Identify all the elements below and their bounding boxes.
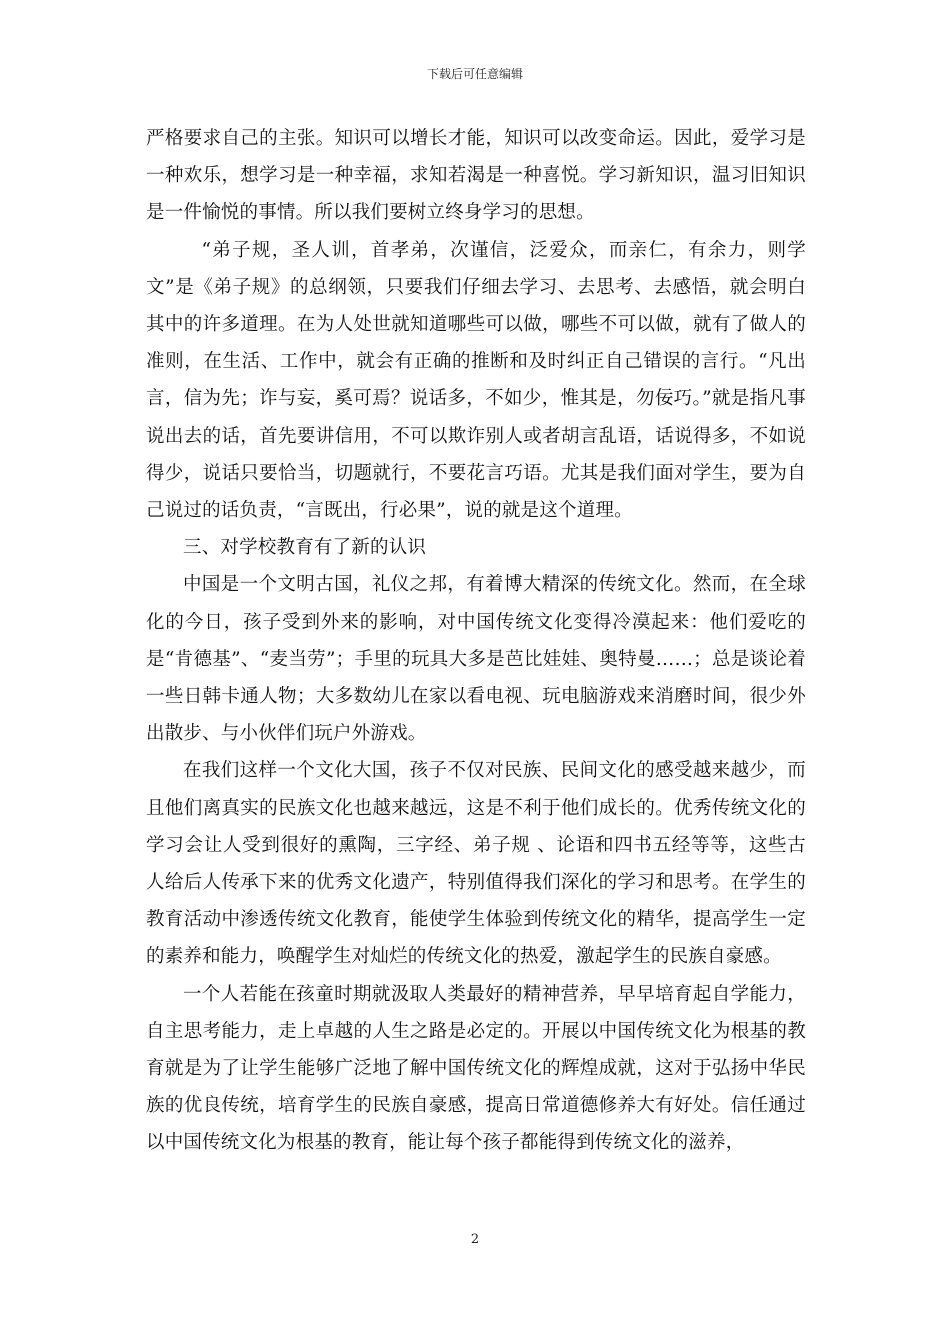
paragraph-5: 一个人若能在孩童时期就汲取人类最好的精神营养，早早培育起自学能力，自主思考能力，走上卓越的人生之路是必定的。开展以中国传统文化为根基的教育就是为了让学生能够广泛地了解中国传统文化的辉煌成就，这对于弘扬中华民族的优良传统，培育学生的民族自豪感，提高日常道德修养大有好处。信任通过以中国传统文化为根基的教育，能让每个孩子都能得到传统文化的滋养， xyxy=(146,983,806,1154)
paragraph-1: 严格要求自己的主张。知识可以增长才能，知识可以改变命运。因此，爱学习是一种欢乐，想学习是一种幸福，求知若渴是一种喜悦。学习新知识，温习旧知识是一件愉悦的事情。所以我们要树立终身学习的思想。 xyxy=(146,128,806,224)
page-number: 2 xyxy=(470,1232,480,1247)
paragraph-2: “弟子规，圣人训，首孝弟，次谨信，泛爱众，而亲仁，有余力，则学文”是《弟子规》的总纲领，只要我们仔细去学习、去思考、去感悟，就会明白其中的许多道理。在为人处世就知道哪些可以做，哪些不可以做，就有了做人的准则，在生活、工作中，就会有正确的推断和及时纠正自己错误的言行。“凡出言，信为先；诈与妄，奚可焉？说话多，不如少，惟其是，勿佞巧。”就是指凡事说出去的话，首先要讲信用，不可以欺诈别人或者胡言乱语，话说得多，不如说得少，说话只要恰当，切题就行，不要花言巧语。尤其是我们面对学生，要为自己说过的话负责，“言既出，行必果”，说的就是这个道理。 xyxy=(146,239,806,522)
document-body xyxy=(146,120,806,1162)
section-heading-3: 三、对学校教育有了新的认识 xyxy=(183,537,427,559)
paragraph-4: 在我们这样一个文化大国，孩子不仅对民族、民间文化的感受越来越少，而且他们离真实的民族文化也越来越远，这是不利于他们成长的。优秀传统文化的学习会让人受到很好的熏陶，三字经、弟子规 、论语和四书五经等等，这些古人给后人传承下来的优秀文化遗产，特别值得我们深化的学习和思考。在学生的教育活动中渗透传统文化教育，能使学生体验到传统文化的精华，提高学生一定的素养和能力，唤醒学生对灿烂的传统文化的热爱，激起学生的民族自豪感。 xyxy=(146,760,806,968)
paragraph-3: 中国是一个文明古国，礼仪之邦，有着博大精深的传统文化。然而，在全球化的今日，孩子受到外来的影响，对中国传统文化变得冷漠起来：他们爱吃的是“肯德基”、“麦当劳”；手里的玩具大多是芭比娃娃、奥特曼……；总是谈论着一些日韩卡通人物；大多数幼儿在家以看电视、玩电脑游戏来消磨时间，很少外出散步、与小伙伴们玩户外游戏。 xyxy=(146,574,806,745)
page-header: 下载后可任意编辑 xyxy=(426,67,523,81)
